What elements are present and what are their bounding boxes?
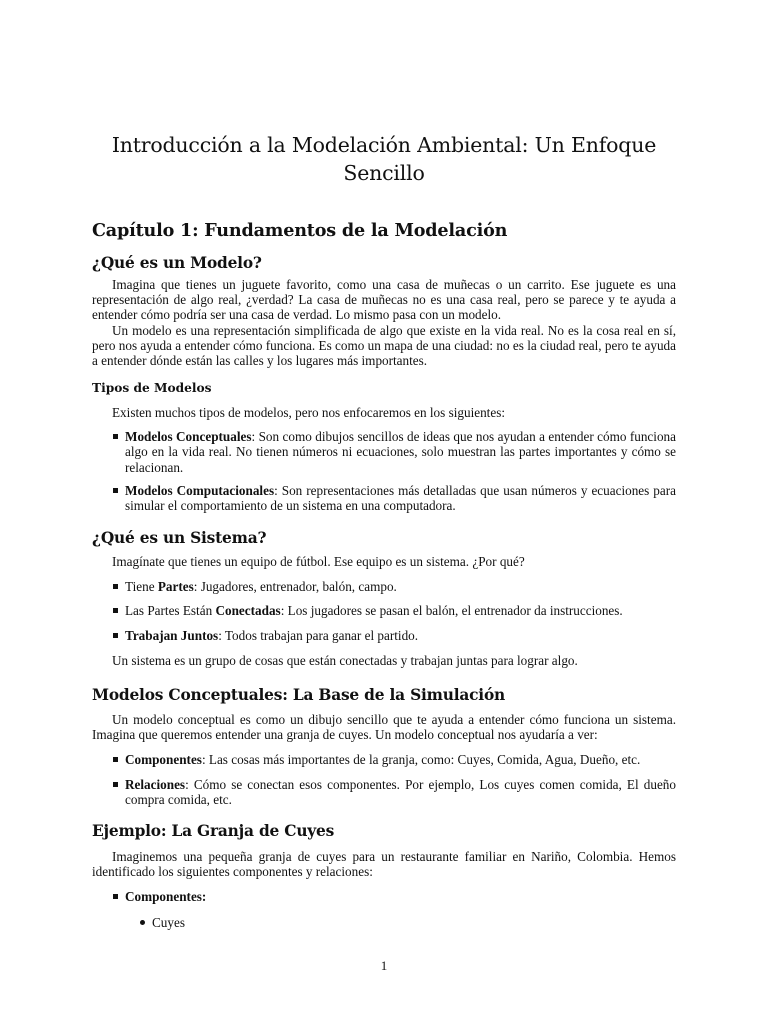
tipos-list <box>92 429 676 513</box>
item-prefix: Tiene <box>125 579 158 595</box>
paragraph: Imaginemos una pequeña granja de cuyes para un restaurante familiar en Nariño, Colombia. Hemos identificado los siguientes componentes y relaciones: <box>92 849 676 880</box>
paragraph: Imagínate que tienes un equipo de fútbol. Ese equipo es un sistema. ¿Por qué? <box>112 554 525 569</box>
item-text: : Las cosas más importantes de la granja, como: Cuyes, Comida, Agua, Dueño, etc. <box>201 752 641 768</box>
sistema-list <box>92 579 676 643</box>
subsection-heading-block <box>92 381 676 396</box>
bullet-square-icon <box>113 584 118 589</box>
section-heading-block <box>92 253 676 273</box>
paragraph: Un modelo conceptual es como un dibujo sencillo que te ayuda a entender cómo funciona un sistema. Imagina que queremos entender una granja de cuyes. Un modelo conceptual nos ayudaría a ver: <box>92 712 676 743</box>
list-item <box>92 777 676 807</box>
modelo-paragraphs <box>92 277 676 368</box>
ejemplo-list <box>92 889 676 929</box>
list-item <box>92 752 676 767</box>
list-item <box>92 429 676 475</box>
chapter-heading-block <box>92 220 676 242</box>
section-heading-sistema: ¿Qué es un Sistema? <box>92 529 267 547</box>
section-heading-conceptuales: Modelos Conceptuales: La Base de la Simulación <box>92 686 505 704</box>
term: Modelos Conceptuales <box>125 429 252 445</box>
item-prefix: Las Partes Están <box>125 603 216 619</box>
term: Componentes <box>125 752 202 768</box>
term: Modelos Computacionales <box>125 482 275 498</box>
term: Relaciones <box>125 776 186 792</box>
bullet-square-icon <box>113 782 118 787</box>
paragraph: Un sistema es un grupo de cosas que están conectadas y trabajan juntas para lograr algo. <box>112 652 578 668</box>
list-item <box>92 603 676 618</box>
term: Partes <box>157 579 194 595</box>
paragraph: Imagina que tienes un juguete favorito, como una casa de muñecas o un carrito. Ese juguete es una representación de algo real, ¿verdad? La casa de muñecas no es una casa real, pero se parece y te ayuda a entender cómo podría ser una casa de verdad. Lo mismo pasa con un modelo. <box>92 277 676 323</box>
paragraph: Existen muchos tipos de modelos, pero nos enfocaremos en los siguientes: <box>112 405 505 420</box>
subsection-heading-tipos: Tipos de Modelos <box>92 381 212 395</box>
list-item <box>92 628 676 643</box>
section-heading-block <box>92 528 676 548</box>
list-item <box>92 579 676 594</box>
bullet-square-icon <box>113 488 118 493</box>
term: Componentes: <box>125 889 207 905</box>
tipos-block <box>92 405 676 513</box>
bullet-square-icon <box>113 757 118 762</box>
bullet-dot-icon <box>140 920 145 925</box>
bullet-square-icon <box>113 434 118 439</box>
conceptuales-list <box>92 752 676 807</box>
list-item <box>92 483 676 513</box>
paragraph: Un modelo es una representación simplificada de algo que existe en la vida real. No es la cosa real en sí, pero nos ayuda a entender cómo funciona. Es como un mapa de una ciudad: no es la ciudad real, pero te ayuda a entender dónde están las calles y los lugares más importantes. <box>92 322 676 369</box>
item-text: Cuyes <box>152 914 185 930</box>
section-heading-ejemplo: Ejemplo: La Granja de Cuyes <box>92 822 335 840</box>
section-heading-block <box>92 821 676 841</box>
item-text: : Son como dibujos sencillos de ideas que nos ayudan a entender cómo funciona algo en la vida real. No tienen números ni ecuaciones, solo muestran las partes importantes y cómo se relacionan. <box>125 429 676 475</box>
bullet-square-icon <box>113 608 118 613</box>
list-item <box>92 915 676 930</box>
item-text: : Todos trabajan para ganar el partido. <box>218 627 419 643</box>
term: Trabajan Juntos <box>125 627 219 643</box>
section-heading-que-es-modelo: ¿Qué es un Modelo? <box>92 254 262 272</box>
bullet-square-icon <box>113 633 118 638</box>
item-text: : Son representaciones más detalladas que usan números y ecuaciones para simular el comportamiento de un sistema en una computadora. <box>125 482 677 514</box>
bullet-square-icon <box>113 894 118 899</box>
ejemplo-block <box>92 849 676 930</box>
item-text: : Los jugadores se pasan el balón, el entrenador da instrucciones. <box>280 603 623 619</box>
item-text: : Cómo se conectan esos componentes. Por ejemplo, Los cuyes comen comida, El dueño compra comida, etc. <box>125 776 676 807</box>
conceptuales-block <box>92 712 676 807</box>
chapter-heading: Capítulo 1: Fundamentos de la Modelación <box>92 220 508 241</box>
list-item <box>92 889 676 929</box>
page-number: 1 <box>380 958 388 973</box>
item-text: : Jugadores, entrenador, balón, campo. <box>193 579 397 595</box>
section-heading-block <box>92 685 676 705</box>
componentes-sublist <box>92 915 676 930</box>
document-title: Introducción a la Modelación Ambiental: Un Enfoque Sencillo <box>111 133 657 185</box>
term: Conectadas <box>215 603 281 619</box>
sistema-block <box>92 554 676 668</box>
